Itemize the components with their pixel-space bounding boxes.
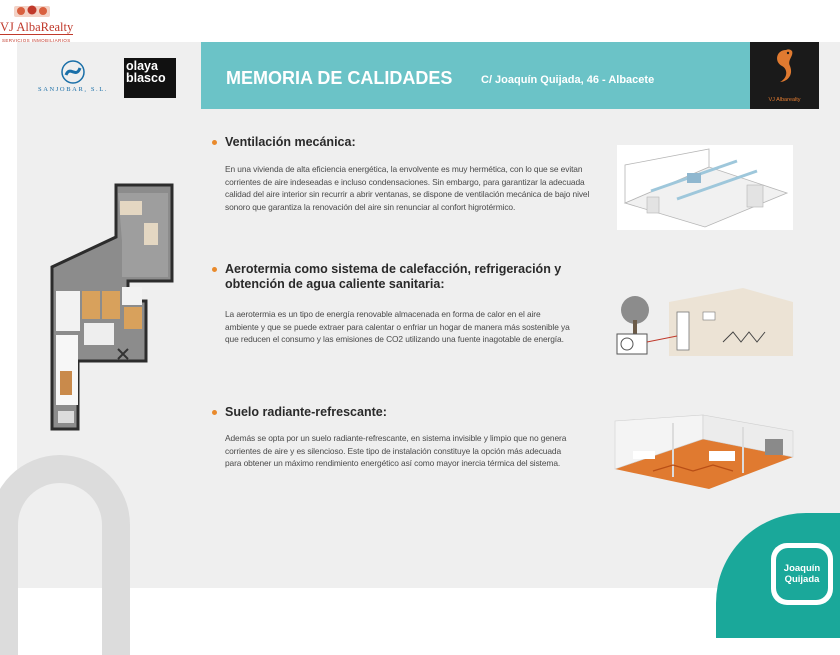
section-body-aerothermal: La aerotermia es un tipo de energía renovable almacenada en forma de calor en el aire ambiente y que se puede extraer para calentar o enfriar un hogar de manera más sostenible ya que reducen el consumo y las emisiones de CO2 utilizando una fuente inagotable de energía. xyxy=(225,309,570,345)
sanjobar-mark-icon xyxy=(60,60,86,84)
floor-plan-image xyxy=(48,183,180,433)
page-title: MEMORIA DE CALIDADES xyxy=(226,68,453,88)
albarealty-logo xyxy=(0,0,76,46)
section-body-ventilation: En una vivienda de alta eficiencia energética, la envolvente es muy hermética, con lo que se evitan corrientes de aire indeseadas e incluso condensaciones. Sin embargo, para garantizar la adecuada calidad del aire interior sin recurrir a abrir ventanas, se dispone de ventilación mecánica de bajo nivel sonoro que garantiza la renovación del aire sin renunciar al confort higrotérmico. xyxy=(225,164,590,213)
section-title-underfloor: Suelo radiante-refrescante: xyxy=(225,405,387,419)
olaya-line2: blasco xyxy=(126,71,166,85)
section-bullet-3 xyxy=(212,410,217,415)
header-logo-caption: VJ Albarealty xyxy=(768,97,801,103)
decorative-arc xyxy=(0,455,130,655)
ventilation-diagram-icon xyxy=(617,145,793,230)
underfloor-illustration xyxy=(613,413,795,491)
header-logo xyxy=(750,42,819,109)
sanjobar-name: SANJOBAR, S.L. xyxy=(38,86,109,93)
flamingo-icon xyxy=(750,42,819,92)
albarealty-brand-name: VJ AlbaRealty xyxy=(0,20,74,34)
olaya-blasco-logo xyxy=(124,58,176,98)
section-bullet-2 xyxy=(212,267,217,272)
sanjobar-logo xyxy=(38,60,108,100)
logo-line1: Joaquín xyxy=(783,563,821,574)
crest-icon xyxy=(12,2,52,20)
logo-line2: Quijada xyxy=(784,574,820,585)
olaya-line1: olaya xyxy=(126,59,158,73)
logo-chip xyxy=(776,548,828,600)
albarealty-tagline: SERVICIOS INMOBILIARIOS xyxy=(2,38,71,43)
underfloor-diagram-icon xyxy=(613,413,795,491)
aerothermal-illustration xyxy=(613,286,795,358)
aerothermal-diagram-icon xyxy=(613,286,795,358)
ventilation-illustration xyxy=(617,145,793,230)
section-title-ventilation: Ventilación mecánica: xyxy=(225,135,356,149)
section-bullet-1 xyxy=(212,140,217,145)
section-title-aerothermal: Aerotermia como sistema de calefacción, refrigeración y obtención de agua caliente sanitaria: xyxy=(225,262,562,291)
section-body-underfloor: Además se opta por un suelo radiante-refrescante, en sistema invisible y limpio que no genera corrientes de aire y es silencioso. Este tipo de instalación constituye la opción más adecuada para obtener un máximo rendimiento energético así como mayor inercia térmica del sistema. xyxy=(225,433,567,469)
page-address: C/ Joaquín Quijada, 46 - Albacete xyxy=(481,74,655,86)
